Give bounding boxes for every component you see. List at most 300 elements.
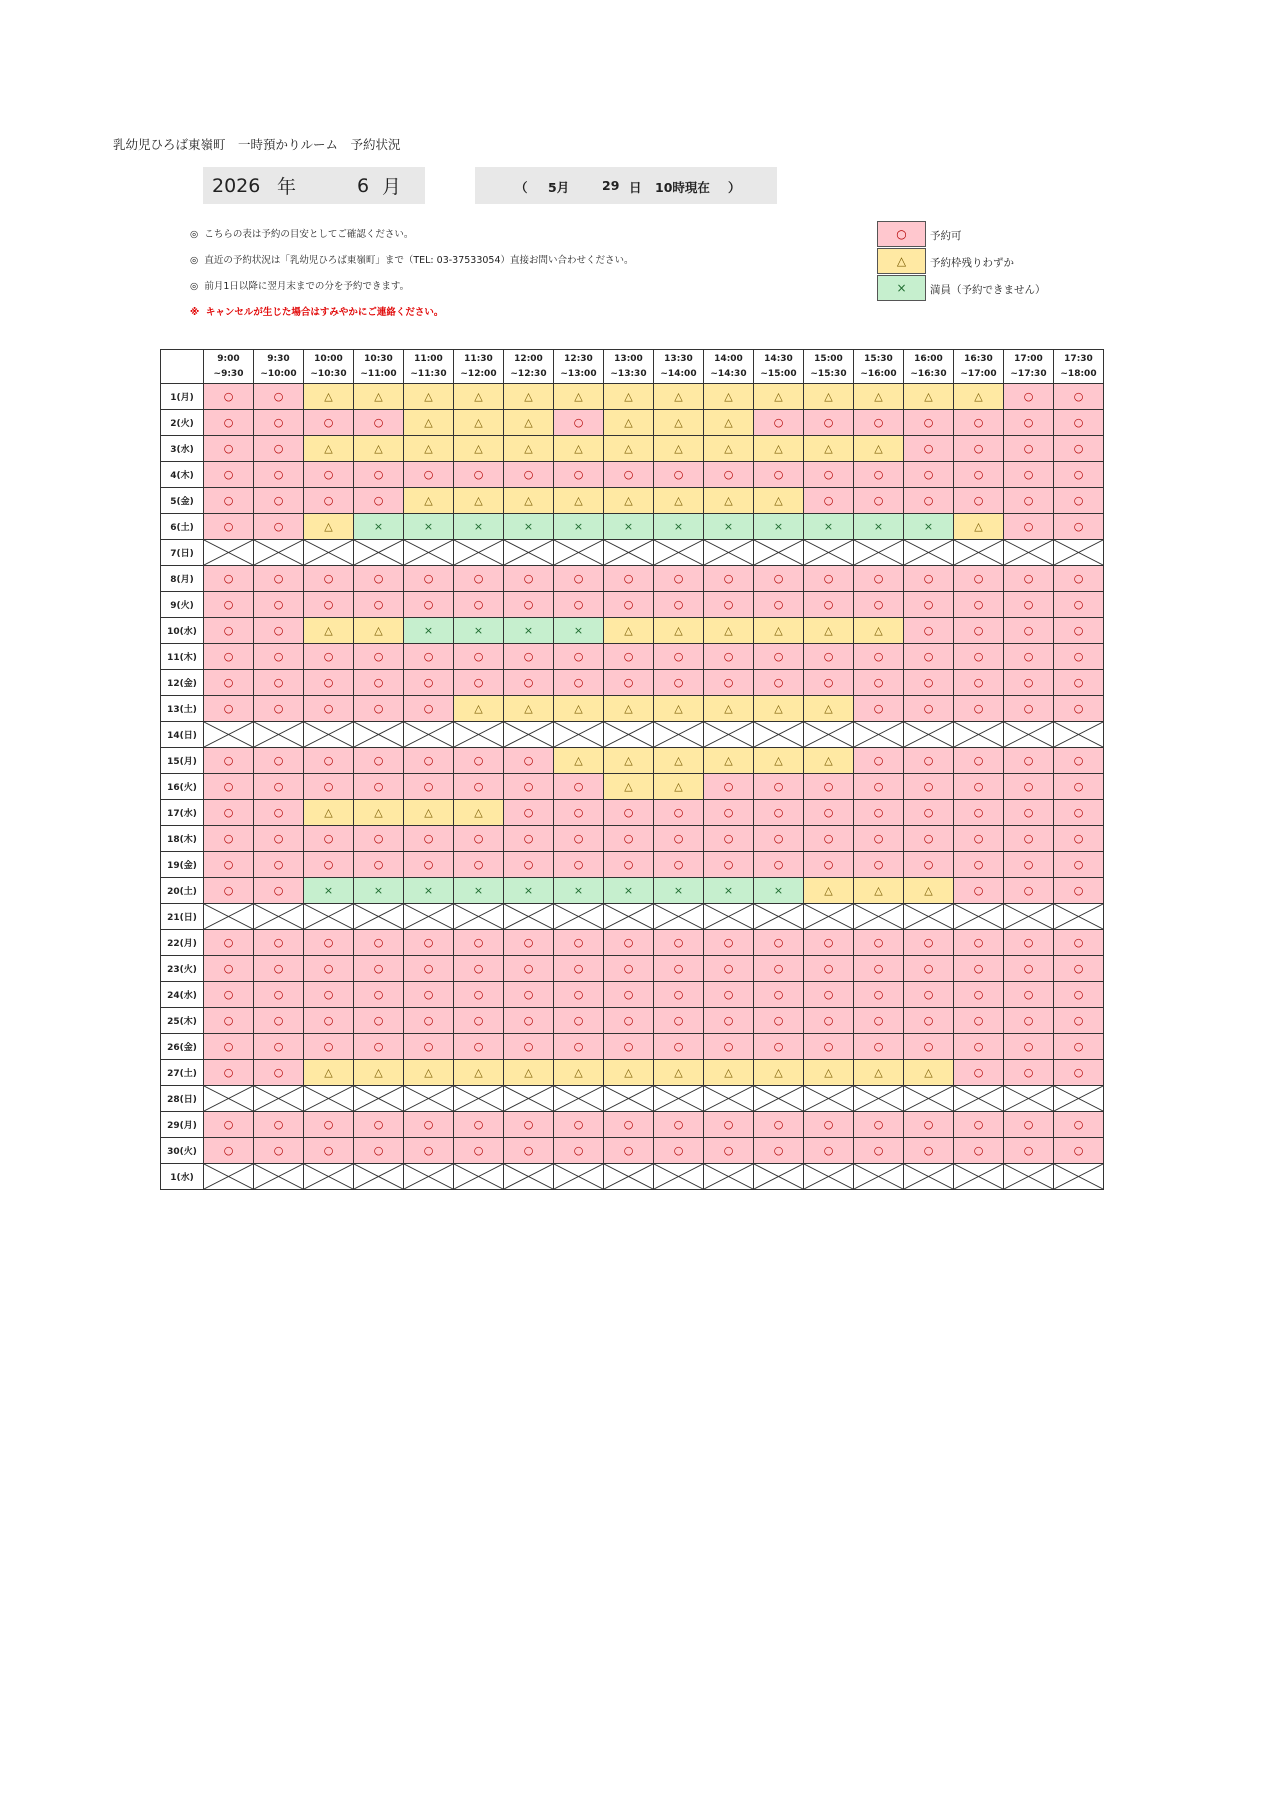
slot-available: ○: [254, 852, 304, 878]
slot-few-left: △: [504, 696, 554, 722]
closed-cross-icon: [354, 904, 403, 929]
slot-available: ○: [454, 462, 504, 488]
slot-available: ○: [654, 462, 704, 488]
slot-few-left: △: [604, 618, 654, 644]
slot-available: ○: [904, 696, 954, 722]
slot-available: ○: [1004, 930, 1054, 956]
timeslot-start: 10:00: [314, 353, 343, 364]
slot-available: ○: [204, 1138, 254, 1164]
slot-available: ○: [854, 644, 904, 670]
slot-available: ○: [404, 1112, 454, 1138]
closed-cross-icon: [404, 904, 453, 929]
slot-available: ○: [554, 956, 604, 982]
slot-available: ○: [1004, 488, 1054, 514]
day-label: 15(月): [161, 748, 204, 774]
slot-closed: [454, 540, 504, 566]
year-month-box: [203, 167, 425, 204]
slot-available: ○: [404, 956, 454, 982]
closed-cross-icon: [1054, 540, 1103, 565]
slot-closed: [904, 1164, 954, 1190]
table-row: [161, 462, 1104, 488]
closed-cross-icon: [1004, 904, 1053, 929]
slot-available: ○: [254, 436, 304, 462]
slot-full: ×: [504, 618, 554, 644]
slot-available: ○: [1004, 1008, 1054, 1034]
day-label: 12(金): [161, 670, 204, 696]
slot-closed: [1054, 904, 1104, 930]
slot-few-left: △: [604, 1060, 654, 1086]
timeslot-end: ~13:00: [560, 368, 597, 379]
closed-cross-icon: [604, 540, 653, 565]
slot-available: ○: [754, 1138, 804, 1164]
slot-available: ○: [604, 566, 654, 592]
slot-available: ○: [754, 1112, 804, 1138]
slot-closed: [204, 540, 254, 566]
slot-available: ○: [804, 488, 854, 514]
year-value: 2026: [212, 174, 261, 197]
slot-closed: [704, 540, 754, 566]
closed-cross-icon: [404, 1086, 453, 1111]
note-item: ◎ 前月1日以降に翌月末までの分を予約できます。: [190, 281, 410, 292]
slot-available: ○: [754, 826, 804, 852]
slot-few-left: △: [654, 488, 704, 514]
slot-available: ○: [904, 592, 954, 618]
slot-available: ○: [354, 826, 404, 852]
closed-cross-icon: [554, 1164, 603, 1189]
slot-closed: [354, 1086, 404, 1112]
day-label: 7(日): [161, 540, 204, 566]
slot-available: ○: [204, 592, 254, 618]
slot-closed: [404, 722, 454, 748]
slot-closed: [754, 1086, 804, 1112]
closed-cross-icon: [954, 540, 1003, 565]
slot-available: ○: [454, 644, 504, 670]
slot-available: ○: [354, 696, 404, 722]
slot-available: ○: [554, 592, 604, 618]
slot-available: ○: [804, 410, 854, 436]
slot-few-left: △: [804, 748, 854, 774]
slot-full: ×: [604, 878, 654, 904]
slot-available: ○: [354, 930, 404, 956]
closed-cross-icon: [704, 1086, 753, 1111]
slot-available: ○: [954, 696, 1004, 722]
slot-few-left: △: [404, 384, 454, 410]
slot-available: ○: [654, 644, 704, 670]
closed-cross-icon: [654, 904, 703, 929]
closed-cross-icon: [854, 540, 903, 565]
slot-available: ○: [304, 774, 354, 800]
timeslot-header: [1004, 350, 1054, 384]
slot-available: ○: [204, 1112, 254, 1138]
slot-available: ○: [304, 488, 354, 514]
slot-available: ○: [604, 800, 654, 826]
slot-available: ○: [504, 748, 554, 774]
closed-cross-icon: [304, 722, 353, 747]
closed-cross-icon: [304, 904, 353, 929]
slot-few-left: △: [754, 696, 804, 722]
closed-cross-icon: [754, 1164, 803, 1189]
slot-available: ○: [304, 462, 354, 488]
slot-available: ○: [954, 618, 1004, 644]
closed-cross-icon: [404, 722, 453, 747]
timeslot-start: 12:00: [514, 353, 543, 364]
slot-available: ○: [754, 852, 804, 878]
slot-closed: [204, 722, 254, 748]
slot-available: ○: [704, 462, 754, 488]
closed-cross-icon: [454, 1164, 503, 1189]
slot-available: ○: [454, 826, 504, 852]
slot-available: ○: [254, 462, 304, 488]
slot-available: ○: [754, 1034, 804, 1060]
closed-cross-icon: [254, 1164, 303, 1189]
slot-closed: [854, 1164, 904, 1190]
slot-available: ○: [354, 566, 404, 592]
timeslot-start: 13:30: [664, 353, 693, 364]
slot-few-left: △: [354, 1060, 404, 1086]
day-label: 25(木): [161, 1008, 204, 1034]
slot-closed: [854, 722, 904, 748]
day-label: 10(水): [161, 618, 204, 644]
table-row: [161, 670, 1104, 696]
table-row: [161, 1008, 1104, 1034]
closed-cross-icon: [554, 1086, 603, 1111]
slot-full: ×: [404, 514, 454, 540]
slot-available: ○: [854, 930, 904, 956]
slot-available: ○: [904, 566, 954, 592]
timeslot-end: ~17:30: [1010, 368, 1047, 379]
slot-available: ○: [904, 670, 954, 696]
legend-label: 満員（予約できません）: [930, 284, 1046, 296]
slot-few-left: △: [854, 878, 904, 904]
slot-few-left: △: [854, 384, 904, 410]
slot-available: ○: [204, 618, 254, 644]
slot-few-left: △: [904, 384, 954, 410]
slot-available: ○: [1004, 1112, 1054, 1138]
slot-available: ○: [304, 826, 354, 852]
slot-available: ○: [404, 930, 454, 956]
timeslot-end: ~11:30: [410, 368, 447, 379]
timeslot-start: 14:30: [764, 353, 793, 364]
slot-available: ○: [304, 410, 354, 436]
slot-closed: [404, 540, 454, 566]
slot-few-left: △: [754, 748, 804, 774]
as-of-open: （: [515, 180, 528, 195]
slot-available: ○: [404, 696, 454, 722]
slot-closed: [804, 540, 854, 566]
slot-available: ○: [854, 982, 904, 1008]
slot-few-left: △: [654, 1060, 704, 1086]
slot-available: ○: [254, 826, 304, 852]
day-label: 28(日): [161, 1086, 204, 1112]
slot-available: ○: [454, 1008, 504, 1034]
slot-few-left: △: [504, 384, 554, 410]
slot-available: ○: [204, 566, 254, 592]
table-row: [161, 800, 1104, 826]
slot-available: ○: [654, 670, 704, 696]
slot-available: ○: [954, 852, 1004, 878]
slot-closed: [854, 1086, 904, 1112]
slot-few-left: △: [654, 696, 704, 722]
slot-few-left: △: [504, 410, 554, 436]
slot-available: ○: [904, 800, 954, 826]
timeslot-end: ~14:00: [660, 368, 697, 379]
slot-available: ○: [604, 930, 654, 956]
slot-available: ○: [1054, 1112, 1104, 1138]
slot-available: ○: [204, 930, 254, 956]
slot-available: ○: [554, 1138, 604, 1164]
slot-closed: [1004, 904, 1054, 930]
closed-cross-icon: [954, 1086, 1003, 1111]
closed-cross-icon: [954, 1164, 1003, 1189]
closed-cross-icon: [804, 1086, 853, 1111]
slot-available: ○: [904, 956, 954, 982]
slot-available: ○: [904, 1138, 954, 1164]
slot-few-left: △: [454, 488, 504, 514]
slot-available: ○: [854, 410, 904, 436]
timeslot-header: [254, 350, 304, 384]
slot-full: ×: [454, 514, 504, 540]
slot-few-left: △: [304, 1060, 354, 1086]
closed-cross-icon: [604, 904, 653, 929]
slot-available: ○: [1004, 774, 1054, 800]
slot-available: ○: [654, 1112, 704, 1138]
slot-available: ○: [554, 670, 604, 696]
slot-few-left: △: [554, 384, 604, 410]
slot-available: ○: [804, 670, 854, 696]
closed-cross-icon: [404, 540, 453, 565]
slot-few-left: △: [804, 696, 854, 722]
slot-closed: [904, 722, 954, 748]
slot-available: ○: [404, 982, 454, 1008]
closed-cross-icon: [904, 1086, 953, 1111]
slot-available: ○: [254, 748, 304, 774]
slot-available: ○: [804, 462, 854, 488]
closed-cross-icon: [554, 722, 603, 747]
slot-available: ○: [1054, 878, 1104, 904]
timeslot-end: ~11:00: [360, 368, 397, 379]
slot-available: ○: [1004, 618, 1054, 644]
table-row: [161, 1112, 1104, 1138]
closed-cross-icon: [654, 1086, 703, 1111]
slot-few-left: △: [554, 748, 604, 774]
slot-available: ○: [204, 488, 254, 514]
slot-available: ○: [254, 774, 304, 800]
slot-available: ○: [304, 982, 354, 1008]
slot-available: ○: [854, 852, 904, 878]
closed-cross-icon: [704, 540, 753, 565]
slot-available: ○: [504, 592, 554, 618]
slot-closed: [454, 722, 504, 748]
closed-cross-icon: [854, 1086, 903, 1111]
day-label: 1(月): [161, 384, 204, 410]
closed-cross-icon: [754, 722, 803, 747]
slot-available: ○: [1054, 826, 1104, 852]
day-label: 2(火): [161, 410, 204, 436]
slot-available: ○: [454, 852, 504, 878]
slot-available: ○: [904, 1034, 954, 1060]
slot-available: ○: [304, 592, 354, 618]
closed-cross-icon: [704, 722, 753, 747]
slot-available: ○: [704, 774, 754, 800]
slot-few-left: △: [654, 618, 704, 644]
slot-available: ○: [1054, 436, 1104, 462]
slot-available: ○: [304, 748, 354, 774]
slot-closed: [1004, 1086, 1054, 1112]
closed-cross-icon: [604, 1086, 653, 1111]
slot-available: ○: [504, 566, 554, 592]
slot-available: ○: [554, 410, 604, 436]
closed-cross-icon: [554, 540, 603, 565]
slot-closed: [854, 904, 904, 930]
closed-cross-icon: [454, 1086, 503, 1111]
slot-available: ○: [704, 1008, 754, 1034]
slot-few-left: △: [704, 1060, 754, 1086]
slot-available: ○: [554, 1034, 604, 1060]
slot-available: ○: [254, 800, 304, 826]
slot-available: ○: [954, 878, 1004, 904]
slot-available: ○: [954, 930, 1004, 956]
timeslot-start: 9:00: [217, 353, 240, 364]
closed-cross-icon: [904, 722, 953, 747]
slot-closed: [1054, 540, 1104, 566]
day-label: 18(木): [161, 826, 204, 852]
slot-available: ○: [304, 956, 354, 982]
slot-available: ○: [204, 1034, 254, 1060]
slot-available: ○: [904, 488, 954, 514]
timeslot-header: [354, 350, 404, 384]
slot-few-left: △: [404, 1060, 454, 1086]
slot-available: ○: [854, 800, 904, 826]
slot-available: ○: [704, 566, 754, 592]
slot-available: ○: [1054, 1138, 1104, 1164]
closed-cross-icon: [954, 904, 1003, 929]
slot-available: ○: [704, 1034, 754, 1060]
slot-available: ○: [304, 1138, 354, 1164]
slot-available: ○: [404, 852, 454, 878]
slot-available: ○: [404, 1008, 454, 1034]
slot-available: ○: [904, 826, 954, 852]
slot-available: ○: [604, 592, 654, 618]
table-row: [161, 540, 1104, 566]
reservation-table: [160, 349, 1104, 1190]
slot-available: ○: [404, 1138, 454, 1164]
slot-full: ×: [454, 618, 504, 644]
slot-available: ○: [204, 800, 254, 826]
slot-available: ○: [904, 644, 954, 670]
slot-available: ○: [654, 1008, 704, 1034]
slot-closed: [554, 540, 604, 566]
closed-cross-icon: [504, 1164, 553, 1189]
slot-few-left: △: [604, 488, 654, 514]
slot-available: ○: [604, 462, 654, 488]
closed-cross-icon: [454, 722, 503, 747]
slot-closed: [704, 1164, 754, 1190]
slot-available: ○: [204, 852, 254, 878]
slot-closed: [754, 904, 804, 930]
month-unit: 月: [382, 176, 402, 198]
note-item: ◎ 直近の予約状況は「乳幼児ひろば東嶺町」まで（TEL: 03-37533054）直接お問い合わせください。: [190, 255, 634, 266]
closed-cross-icon: [204, 1164, 253, 1189]
slot-closed: [504, 1164, 554, 1190]
slot-available: ○: [954, 1034, 1004, 1060]
table-row: [161, 618, 1104, 644]
slot-available: ○: [1054, 644, 1104, 670]
slot-available: ○: [954, 670, 1004, 696]
closed-cross-icon: [604, 1164, 653, 1189]
slot-available: ○: [204, 514, 254, 540]
closed-cross-icon: [854, 1164, 903, 1189]
slot-available: ○: [704, 852, 754, 878]
slot-full: ×: [504, 878, 554, 904]
slot-available: ○: [954, 462, 1004, 488]
day-label: 3(水): [161, 436, 204, 462]
table-row: [161, 748, 1104, 774]
slot-available: ○: [1054, 592, 1104, 618]
slot-available: ○: [204, 384, 254, 410]
slot-available: ○: [554, 826, 604, 852]
day-label: 21(日): [161, 904, 204, 930]
slot-available: ○: [554, 462, 604, 488]
slot-available: ○: [1004, 514, 1054, 540]
slot-few-left: △: [804, 384, 854, 410]
slot-available: ○: [954, 410, 1004, 436]
slot-available: ○: [804, 930, 854, 956]
slot-available: ○: [204, 410, 254, 436]
slot-available: ○: [504, 1138, 554, 1164]
slot-full: ×: [504, 514, 554, 540]
slot-available: ○: [454, 930, 504, 956]
slot-available: ○: [254, 514, 304, 540]
slot-few-left: △: [604, 436, 654, 462]
closed-cross-icon: [254, 540, 303, 565]
closed-cross-icon: [754, 540, 803, 565]
closed-cross-icon: [204, 722, 253, 747]
timeslot-end: ~14:30: [710, 368, 747, 379]
slot-available: ○: [1054, 696, 1104, 722]
slot-available: ○: [1004, 384, 1054, 410]
slot-available: ○: [854, 774, 904, 800]
day-label: 14(日): [161, 722, 204, 748]
slot-available: ○: [454, 670, 504, 696]
slot-available: ○: [504, 1112, 554, 1138]
slot-available: ○: [1054, 774, 1104, 800]
closed-cross-icon: [254, 1086, 303, 1111]
closed-cross-icon: [254, 904, 303, 929]
slot-available: ○: [654, 566, 704, 592]
closed-cross-icon: [854, 722, 903, 747]
slot-closed: [1054, 1164, 1104, 1190]
timeslot-header: [754, 350, 804, 384]
table-row: [161, 1034, 1104, 1060]
slot-available: ○: [704, 826, 754, 852]
slot-available: ○: [504, 1034, 554, 1060]
slot-few-left: △: [454, 800, 504, 826]
closed-cross-icon: [304, 1164, 353, 1189]
slot-closed: [804, 904, 854, 930]
slot-available: ○: [1004, 982, 1054, 1008]
slot-available: ○: [854, 696, 904, 722]
slot-few-left: △: [354, 800, 404, 826]
slot-few-left: △: [654, 410, 704, 436]
slot-few-left: △: [604, 696, 654, 722]
slot-available: ○: [704, 670, 754, 696]
slot-available: ○: [454, 1034, 504, 1060]
slot-few-left: △: [454, 696, 504, 722]
timeslot-start: 17:00: [1014, 353, 1043, 364]
slot-available: ○: [804, 774, 854, 800]
slot-available: ○: [654, 592, 704, 618]
timeslot-start: 17:30: [1064, 353, 1093, 364]
